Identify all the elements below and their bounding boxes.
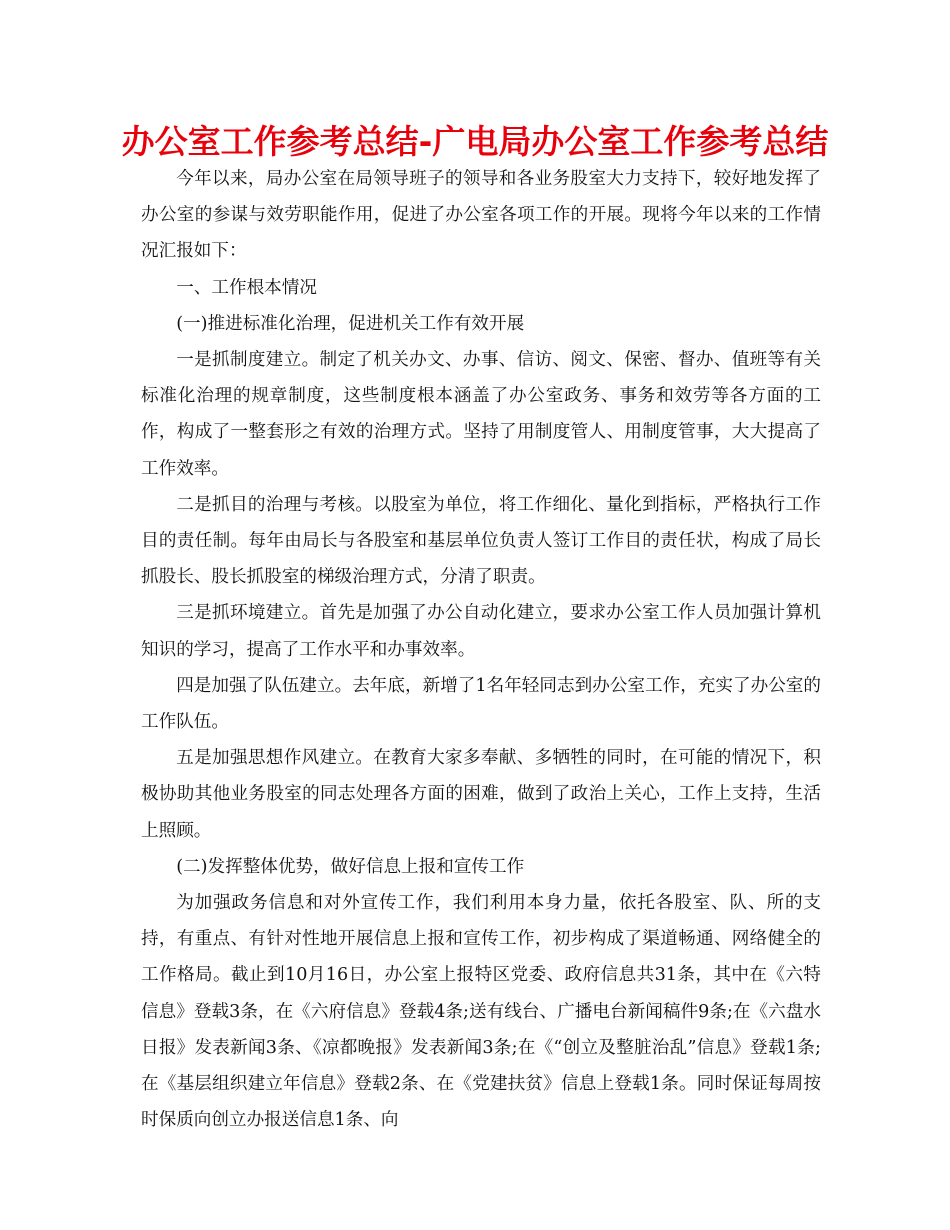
paragraph-intro: 今年以来，局办公室在局领导班子的领导和各业务股室大力支持下，较好地发挥了办公室的参谋与效劳职能作用，促进了办公室各项工作的开展。现将今年以来的工作情况汇报如下： [141,169,821,262]
paragraph-item-3: 三是抓环境建立。首先是加强了办公自动化建立，要求办公室工作人员加强计算机知识的学习，提高了工作水平和办事效率。 [141,603,821,660]
heading-subsection-2: (二)发挥整体优势，做好信息上报和宣传工作 [176,856,525,877]
paragraph-info-reporting: 为加强政务信息和对外宣传工作，我们利用本身力量，依托各股室、队、所的支持，有重点、有针对性地开展信息上报和宣传工作，初步构成了渠道畅通、网络健全的工作格局。截止到10月16日，办公室上报特区党委、政府信息共31条，其中在《六特信息》登载3条，在《六府信息》登载4条;送有线台、广播电台新闻稿件9条;在《六盘水日报》发表新闻3条、《凉都晚报》发表新闻3条;在《“创立及整脏治乱”信息》登载1条;在《基层组织建立年信息》登载2条、在《党建扶贫》信息上登载1条。同时保证每周按时保质向创立办报送信息1条、向 [141,893,821,1131]
paragraph-item-4: 四是加强了队伍建立。去年底，新增了1名年轻同志到办公室工作，充实了办公室的工作队伍。 [141,675,821,733]
heading-subsection-1: (一)推进标准化治理，促进机关工作有效开展 [176,313,525,334]
document-title: 办公室工作参考总结-广电局办公室工作参考总结 [121,122,829,161]
paragraph-item-5: 五是加强思想作风建立。在教育大家多奉献、多牺牲的同时，在可能的情况下，积极协助其他业务股室的同志处理各方面的困难，做到了政治上关心，工作上支持，生活上照顾。 [141,748,821,841]
heading-section-1: 一、工作根本情况 [176,277,317,298]
document-body [141,161,821,1138]
paragraph-item-1: 一是抓制度建立。制定了机关办文、办事、信访、阅文、保密、督办、值班等有关标准化治理的规章制度，这些制度根本涵盖了办公室政务、事务和效劳等各方面的工作，构成了一整套形之有效的治理方式。坚持了用制度管人、用制度管事，大大提高了工作效率。 [141,350,821,479]
paragraph-item-2: 二是抓目的治理与考核。以股室为单位，将工作细化、量化到指标，严格执行工作目的责任制。每年由局长与各股室和基层单位负责人签订工作目的责任状，构成了局长抓股长、股长抓股室的梯级治理方式，分清了职责。 [141,494,821,588]
